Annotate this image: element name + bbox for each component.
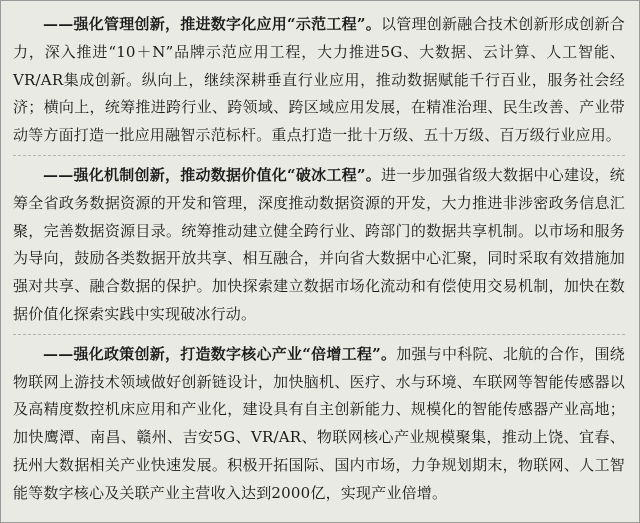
paragraph-lead: ——强化管理创新，推进数字化应用“示范工程”。	[43, 15, 382, 33]
section-divider	[13, 334, 625, 335]
document-body	[13, 11, 625, 508]
paragraph-core-industry	[13, 341, 625, 508]
paragraph-lead: ——强化政策创新，打造数字核心产业“倍增工程”。	[43, 344, 397, 363]
paragraph-text: 进一步加强省级大数据中心建设，统筹全省政务数据资源的开发和管理，深度推动数据资源的开发，大力推进非涉密政务信息汇聚，完善数据资源目录。统筹推动建立健全跨行业、跨部门的数据共享机制。以市场和服务为导向，鼓励各类数据开放共享、相互融合，并向省大数据中心汇聚，同时采取有效措施加强对共享、融合数据的保护。加快探索建立数据市场化流动和有偿使用交易机制，加快在数据价值化探索实践中实现破冰行动。	[13, 165, 626, 323]
paragraph-text: 加强与中科院、北航的合作，围绕物联网上游技术领域做好创新链设计，加快脑机、医疗、水与环境、车联网等智能传感器以及高精度数控机床应用和产业化，建设具有自主创新能力、规模化的智能传感器产业高地；加快鹰潭、南昌、赣州、吉安5G、VR/AR、物联网核心产业规模聚集，推动上饶、宜春、抚州大数据相关产业快速发展。积极开拓国际、国内市场，力争规划期末，物联网、人工智能等数字核心及关联产业主营收入达到2000亿，实现产业倍增。	[13, 344, 625, 502]
section-divider	[13, 155, 625, 156]
paragraph-lead: ——强化机制创新，推动数据价值化“破冰工程”。	[43, 165, 382, 184]
paragraph-data-value	[13, 162, 625, 329]
paragraph-text: 以管理创新融合技术创新形成创新合力，深入推进“10＋N”品牌示范应用工程，大力推进5G、大数据、云计算、人工智能、VR/AR集成创新。纵向上，继续深耕垂直行业应用，推动数据赋能千行百业，服务社会经济；横向上，统筹推进跨行业、跨领域、跨区域应用发展，在精准治理、民生改善、产业带动等方面打造一批应用融智示范标杆。重点打造一批十万级、五十万级、百万级行业应用。	[13, 15, 626, 145]
paragraph-digital-application	[13, 11, 625, 150]
